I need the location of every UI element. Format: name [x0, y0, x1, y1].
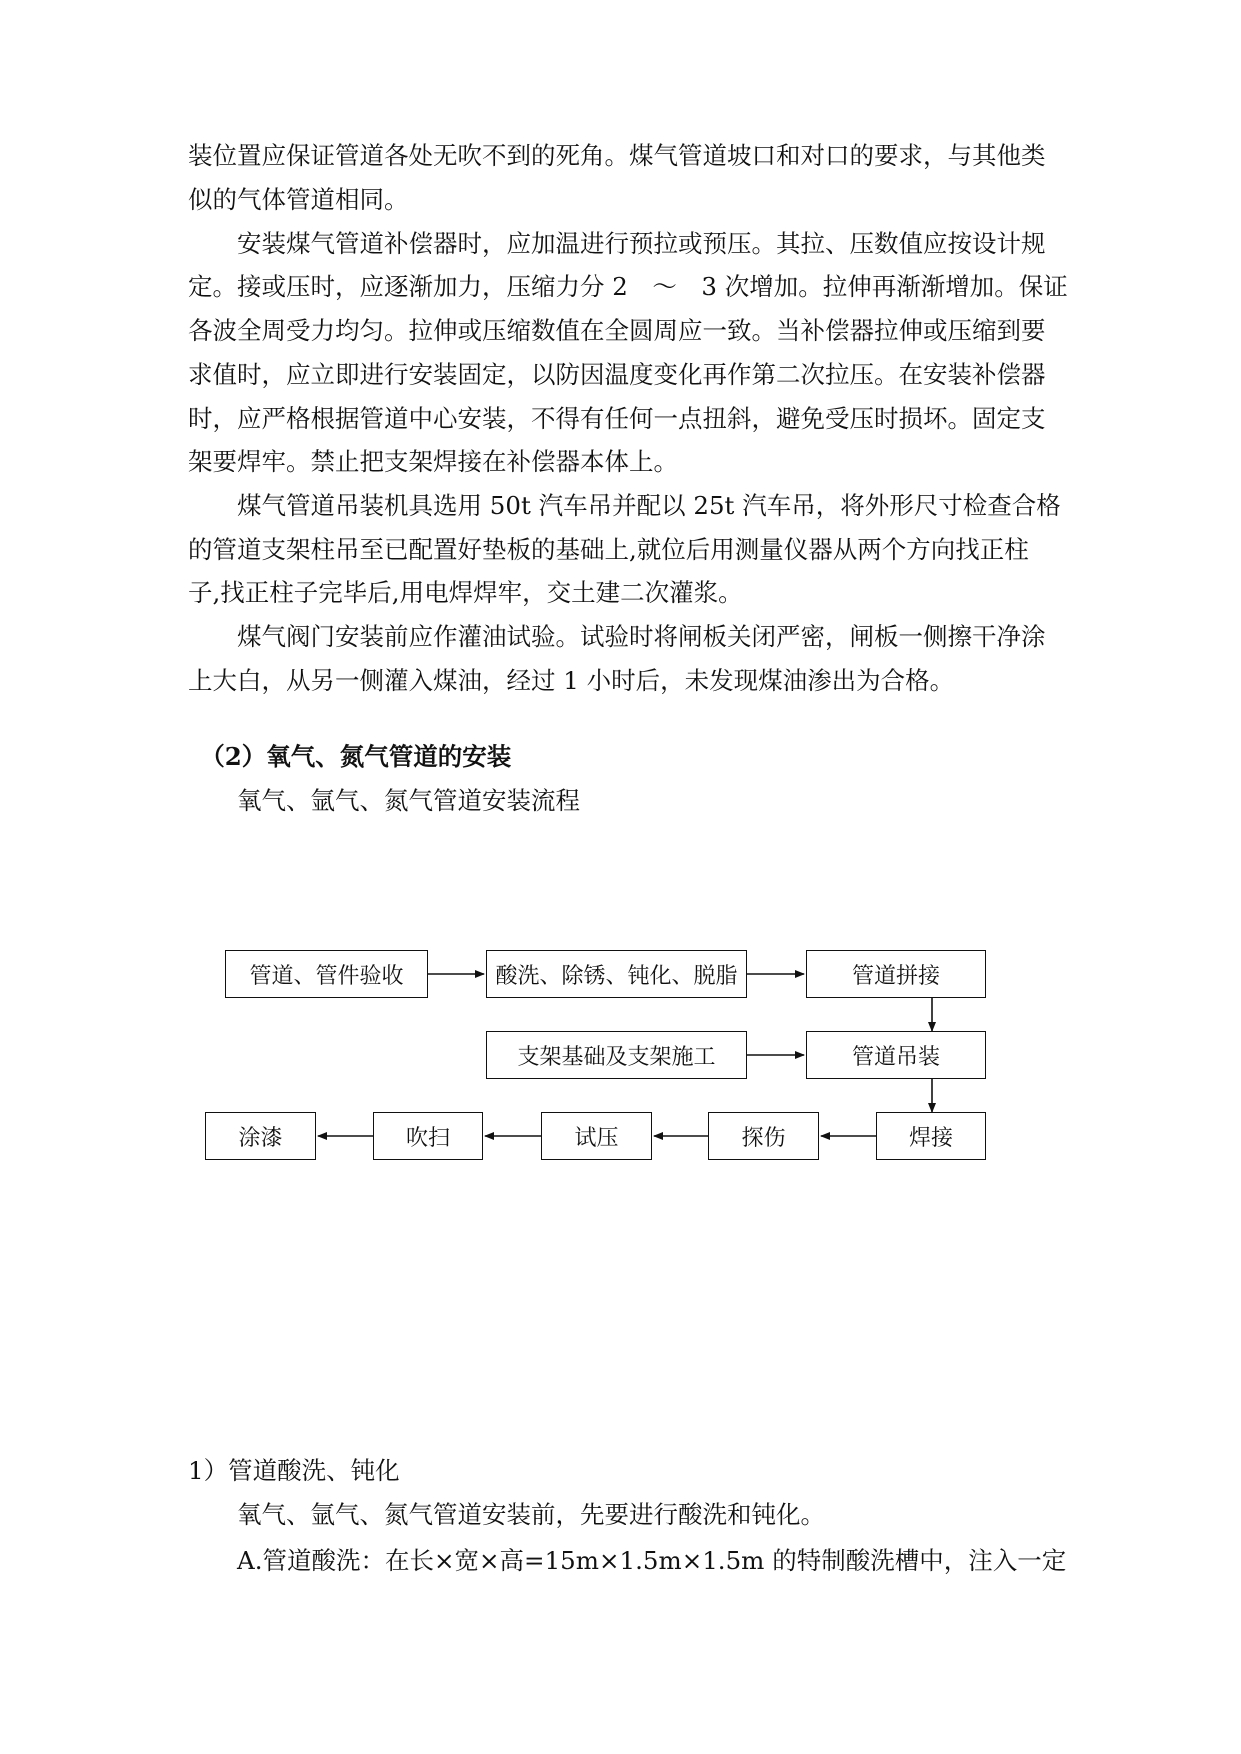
paragraph-line: A.管道酸洗：在长×宽×高=15m×1.5m×1.5m 的特制酸洗槽中，注入一定: [188, 1546, 1067, 1575]
paragraph-line: 煤气管道吊装机具选用 50t 汽车吊并配以 25t 汽车吊，将外形尺寸检查合格: [188, 491, 1061, 520]
paragraph-line: 安装煤气管道补偿器时，应加温进行预拉或预压。其拉、压数值应按设计规: [188, 229, 1046, 258]
flow-box-hoisting: 管道吊装: [806, 1031, 986, 1079]
flow-box-welding: 焊接: [876, 1112, 986, 1160]
sub-heading: 1）管道酸洗、钝化: [188, 1456, 400, 1485]
flow-box-pickling: 酸洗、除锈、钝化、脱脂: [486, 950, 747, 998]
section-heading: （2）氧气、氮气管道的安装: [188, 742, 512, 771]
paragraph-line: 的管道支架柱吊至已配置好垫板的基础上,就位后用测量仪器从两个方向找正柱: [188, 535, 1029, 564]
flow-box-inspection: 探伤: [708, 1112, 819, 1160]
flow-box-pressure-test: 试压: [541, 1112, 652, 1160]
paragraph-line: 各波全周受力均匀。拉伸或压缩数值在全圆周应一致。当补偿器拉伸或压缩到要: [188, 316, 1046, 345]
flow-box-acceptance: 管道、管件验收: [225, 950, 428, 998]
paragraph-line: 定。接或压时，应逐渐加力，压缩力分 2 ～ 3 次增加。拉伸再渐渐增加。保证: [188, 272, 1068, 301]
paragraph-line: 子,找正柱子完毕后,用电焊焊牢，交土建二次灌浆。: [188, 578, 743, 607]
paragraph-line: 上大白，从另一侧灌入煤油，经过 1 小时后，未发现煤油渗出为合格。: [188, 666, 955, 695]
paragraph-line: 装位置应保证管道各处无吹不到的死角。煤气管道坡口和对口的要求，与其他类: [188, 141, 1046, 170]
flow-title: 氧气、氩气、氮气管道安装流程: [188, 786, 580, 815]
flow-box-purging: 吹扫: [373, 1112, 483, 1160]
paragraph-line: 氧气、氩气、氮气管道安装前，先要进行酸洗和钝化。: [188, 1500, 825, 1529]
paragraph-line: 时，应严格根据管道中心安装，不得有任何一点扭斜，避免受压时损坏。固定支: [188, 404, 1046, 433]
paragraph-line: 求值时，应立即进行安装固定，以防因温度变化再作第二次拉压。在安装补偿器: [188, 360, 1046, 389]
paragraph-line: 似的气体管道相同。: [188, 185, 409, 214]
paragraph-line: 煤气阀门安装前应作灌油试验。试验时将闸板关闭严密，闸板一侧擦干净涂: [188, 622, 1046, 651]
flow-box-splicing: 管道拼接: [806, 950, 986, 998]
flow-box-support: 支架基础及支架施工: [486, 1031, 747, 1079]
flow-box-painting: 涂漆: [205, 1112, 316, 1160]
paragraph-line: 架要焊牢。禁止把支架焊接在补偿器本体上。: [188, 447, 678, 476]
